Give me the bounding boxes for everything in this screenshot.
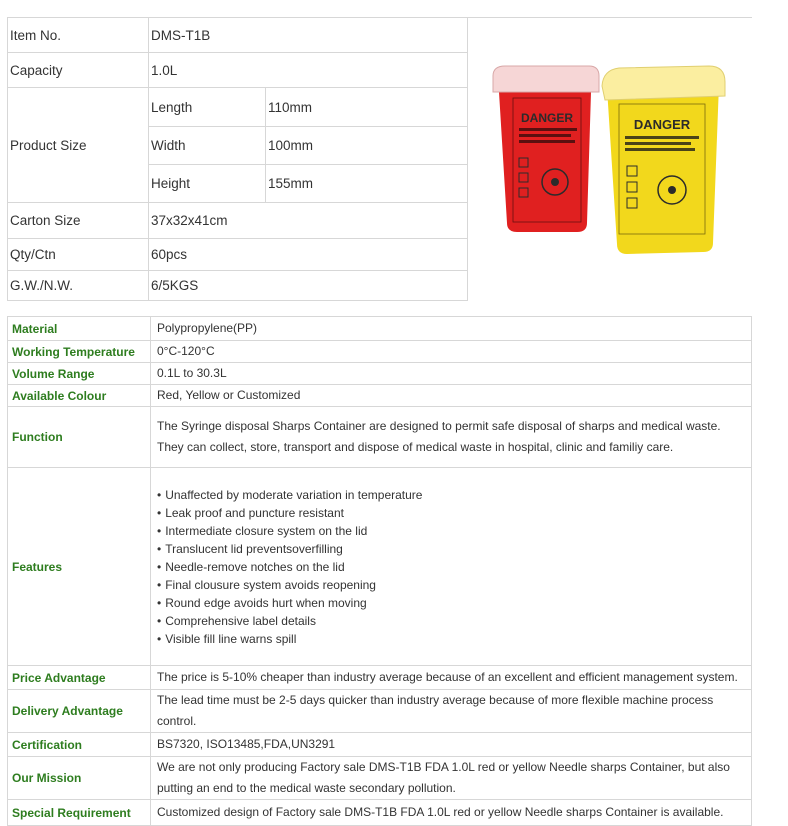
detail-row-function [8, 407, 752, 468]
spec-label: Qty/Ctn [8, 239, 149, 271]
feature-item: • Round edge avoids hurt when moving [157, 594, 747, 612]
spec-label: Carton Size [8, 203, 149, 239]
features-list [157, 486, 747, 648]
yellow-container-lid [602, 66, 725, 100]
feature-item: • Translucent lid preventsoverfilling [157, 540, 747, 558]
detail-label: Volume Range [8, 363, 151, 385]
detail-value: 0.1L to 30.3L [151, 363, 752, 385]
detail-value: 0°C-120°C [151, 341, 752, 363]
spec-sub-label: Length [149, 88, 266, 127]
detail-row-delivery-advantage [8, 690, 752, 733]
spec-value: 6/5KGS [149, 271, 468, 301]
detail-row-working-temperature [8, 341, 752, 363]
red-label-line [519, 134, 571, 137]
detail-value: Polypropylene(PP) [151, 317, 752, 341]
spec-label: Capacity [8, 53, 149, 88]
detail-label: Our Mission [8, 757, 151, 800]
spec-row-product-size [8, 88, 468, 127]
detail-label: Price Advantage [8, 666, 151, 690]
feature-item: • Unaffected by moderate variation in temperature [157, 486, 747, 504]
spec-row-qty-ctn [8, 239, 468, 271]
feature-item: • Final clousure system avoids reopening [157, 576, 747, 594]
feature-item: • Comprehensive label details [157, 612, 747, 630]
yellow-label-line [625, 148, 695, 151]
spec-value: 37x32x41cm [149, 203, 468, 239]
red-label-line [519, 140, 575, 143]
detail-label: Delivery Advantage [8, 690, 151, 733]
spec-label: Product Size [8, 88, 149, 203]
detail-label: Available Colour [8, 385, 151, 407]
yellow-danger-text: DANGER [633, 117, 691, 132]
yellow-container-body [607, 84, 719, 254]
detail-row-volume-range [8, 363, 752, 385]
red-sharps-container [493, 66, 599, 232]
red-container-lid [493, 66, 599, 92]
feature-item: • Visible fill line warns spill [157, 630, 747, 648]
detail-label: Special Requirement [8, 800, 151, 826]
spec-value: 1.0L [149, 53, 468, 88]
detail-value: BS7320, ISO13485,FDA,UN3291 [151, 733, 752, 757]
red-label-line [519, 128, 577, 131]
spec-sub-label: Width [149, 127, 266, 165]
spec-table [7, 17, 468, 301]
spec-sub-label: Height [149, 165, 266, 203]
feature-item: • Needle-remove notches on the lid [157, 558, 747, 576]
yellow-sharps-container [602, 66, 725, 254]
yellow-biohazard-center [668, 186, 676, 194]
detail-value: The lead time must be 2-5 days quicker than industry average because of more flexible machine process control. [151, 690, 752, 733]
detail-label: Certification [8, 733, 151, 757]
detail-row-features [8, 468, 752, 666]
red-biohazard-center [551, 178, 559, 186]
detail-value: Customized design of Factory sale DMS-T1B FDA 1.0L red or yellow Needle sharps Container is available. [151, 800, 752, 826]
detail-row-price-advantage [8, 666, 752, 690]
detail-label: Material [8, 317, 151, 341]
spec-label: G.W./N.W. [8, 271, 149, 301]
detail-label: Features [8, 468, 151, 666]
spec-sub-value: 100mm [266, 127, 468, 165]
spec-value: 60pcs [149, 239, 468, 271]
yellow-label-line [625, 142, 691, 145]
spec-row-carton-size [8, 203, 468, 239]
detail-label: Working Temperature [8, 341, 151, 363]
detail-value [151, 468, 752, 666]
detail-row-special-requirement [8, 800, 752, 826]
product-photo [469, 18, 752, 300]
detail-label: Function [8, 407, 151, 468]
detail-row-available-colour [8, 385, 752, 407]
detail-table [7, 316, 752, 826]
red-danger-text: DANGER [520, 111, 574, 125]
detail-row-material [8, 317, 752, 341]
spec-row-capacity [8, 53, 468, 88]
spec-section [7, 17, 752, 301]
spec-sub-value: 155mm [266, 165, 468, 203]
spec-row-gw-nw [8, 271, 468, 301]
detail-value: Red, Yellow or Customized [151, 385, 752, 407]
yellow-label-line [625, 136, 699, 139]
detail-row-certification [8, 733, 752, 757]
detail-value: We are not only producing Factory sale DMS-T1B FDA 1.0L red or yellow Needle sharps Container, but also putting an end to the medical waste secondary pollution. [151, 757, 752, 800]
feature-item: • Intermediate closure system on the lid [157, 522, 747, 540]
spec-sub-value: 110mm [266, 88, 468, 127]
spec-value: DMS-T1B [149, 18, 468, 53]
detail-value: The Syringe disposal Sharps Container are designed to permit safe disposal of sharps and medical waste. They can collect, store, transport and dispose of medical waste in hospital, clinic and familiy care. [151, 407, 752, 468]
sharps-containers-illustration [469, 18, 752, 300]
feature-item: • Leak proof and puncture resistant [157, 504, 747, 522]
spec-label: Item No. [8, 18, 149, 53]
detail-row-our-mission [8, 757, 752, 800]
spec-row-item-no [8, 18, 468, 53]
detail-value: The price is 5-10% cheaper than industry average because of an excellent and efficient management system. [151, 666, 752, 690]
